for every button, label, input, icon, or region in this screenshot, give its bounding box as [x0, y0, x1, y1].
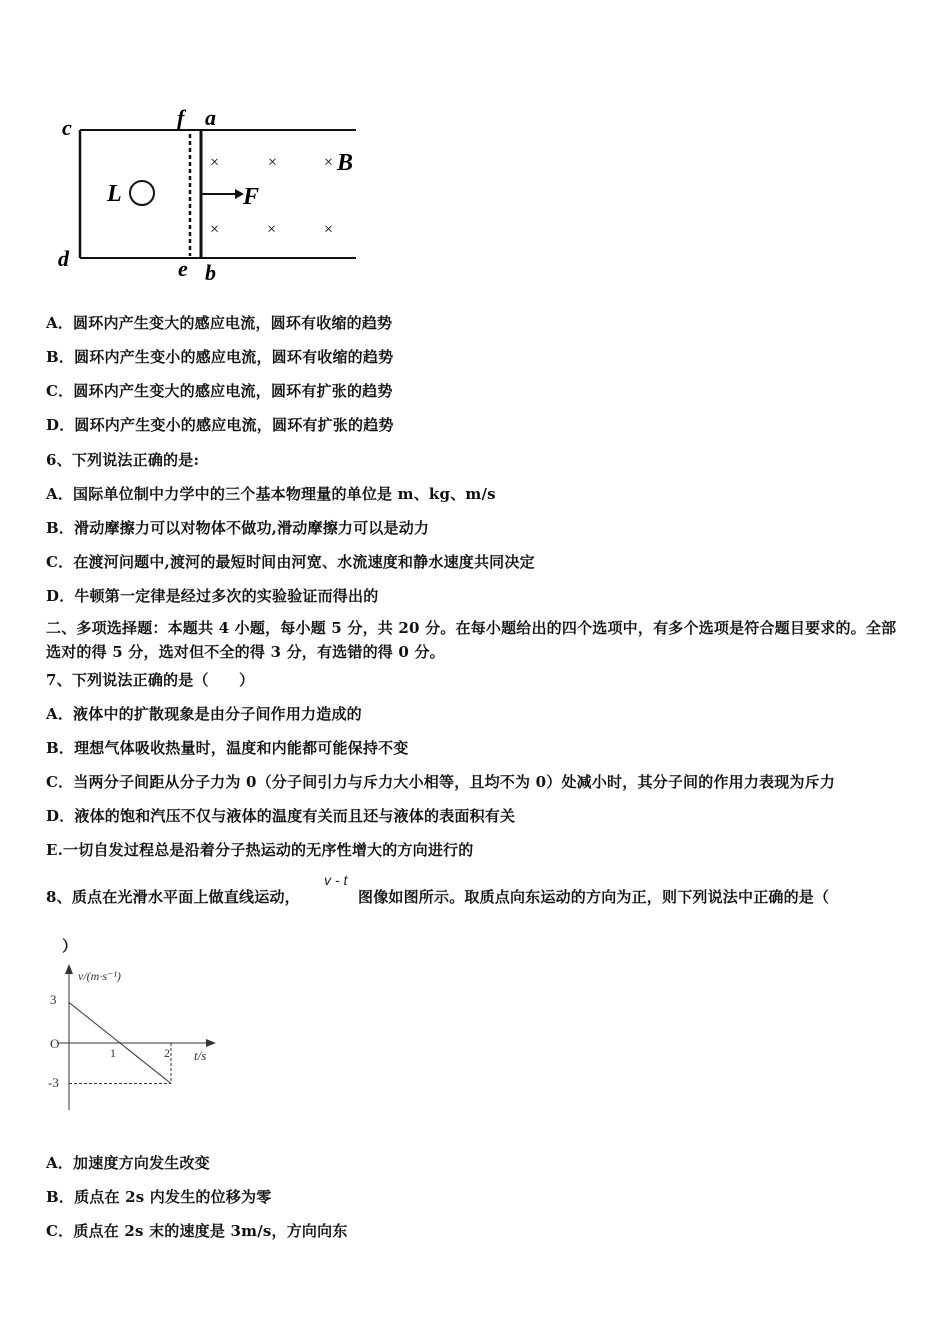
- field-cross: ×: [210, 154, 220, 171]
- label-f: f: [177, 105, 185, 130]
- label-b: b: [205, 260, 216, 285]
- y-axis-arrow: [65, 964, 73, 974]
- q6-stem: 6、下列说法正确的是:: [46, 451, 200, 469]
- q7-stem: 7、下列说法正确的是（ ）: [46, 671, 255, 689]
- q7-option-e: E.一切自发过程总是沿着分子热运动的无序性增大的方向进行的: [46, 841, 474, 859]
- x-axis-arrow: [206, 1039, 216, 1047]
- field-cross: ×: [324, 221, 334, 238]
- label-a: a: [205, 105, 216, 130]
- q8-option-c: C．质点在 2s 末的速度是 3m/s，方向向东: [46, 1222, 348, 1240]
- label-field: B: [337, 150, 354, 176]
- label-loop: L: [107, 181, 122, 207]
- q8-option-b: B．质点在 2s 内发生的位移为零: [46, 1188, 272, 1206]
- q5-option-c: C．圆环内产生变大的感应电流，圆环有扩张的趋势: [46, 382, 393, 400]
- label-force: F: [243, 184, 260, 210]
- origin-label: O: [50, 1036, 60, 1051]
- field-cross: ×: [268, 154, 278, 171]
- q8-stem-part2: 图像如图所示。取质点向东运动的方向为正，则下列说法中正确的是（: [358, 888, 830, 906]
- y-tick-3: 3: [50, 992, 57, 1007]
- q8-stem-part1: 8、质点在光滑水平面上做直线运动，: [46, 888, 300, 906]
- q7-option-a: A．液体中的扩散现象是由分子间作用力造成的: [46, 705, 362, 723]
- field-cross: ×: [324, 154, 334, 171]
- field-cross: ×: [267, 221, 277, 238]
- q6-option-a: A．国际单位制中力学中的三个基本物理量的单位是 m、kg、m/s: [46, 485, 496, 503]
- q5-option-d: D．圆环内产生变小的感应电流，圆环有扩张的趋势: [46, 416, 394, 434]
- q6-option-c: C．在渡河问题中,渡河的最短时间由河宽、水流速度和静水速度共同决定: [46, 553, 535, 571]
- x-tick-2: 2: [164, 1046, 170, 1060]
- field-cross: ×: [210, 221, 220, 238]
- q6-option-d: D．牛顿第一定律是经过多次的实验验证而得出的: [46, 587, 379, 605]
- label-d: d: [58, 246, 69, 271]
- x-tick-1: 1: [110, 1046, 116, 1060]
- label-e: e: [178, 256, 188, 281]
- q5-option-b: B．圆环内产生变小的感应电流，圆环有收缩的趋势: [46, 348, 394, 366]
- q5-option-a: A．圆环内产生变大的感应电流，圆环有收缩的趋势: [46, 314, 393, 332]
- q7-option-c: C．当两分子间距从分子力为 0（分子间引力与斥力大小相等，且均不为 0）处减小时，其分子间的作用力表现为斥力: [46, 773, 836, 791]
- x-axis-label: t/s: [194, 1048, 207, 1063]
- q8-vt-symbol: v - t: [324, 872, 348, 888]
- q6-option-b: B．滑动摩擦力可以对物体不做功,滑动摩擦力可以是动力: [46, 519, 430, 537]
- circuit-figure: [50, 100, 370, 290]
- vt-chart: [40, 960, 230, 1120]
- q8-stem-close: ）: [62, 937, 78, 955]
- q7-option-b: B．理想气体吸收热量时，温度和内能都可能保持不变: [46, 739, 409, 757]
- q8-option-a: A．加速度方向发生改变: [46, 1154, 210, 1172]
- q7-option-d: D．液体的饱和汽压不仅与液体的温度有关而且还与液体的表面积有关: [46, 807, 516, 825]
- y-axis-label: v/(m·s⁻¹): [78, 969, 121, 983]
- y-tick-neg3: -3: [48, 1075, 59, 1090]
- label-c: c: [62, 115, 72, 140]
- section-2-instructions: 二、多项选择题：本题共 4 小题，每小题 5 分，共 20 分。在每小题给出的四个选项中，有多个选项是符合题目要求的。全部选对的得 5 分，选对但不全的得 3 分，有选错的得 0 分。: [46, 619, 897, 661]
